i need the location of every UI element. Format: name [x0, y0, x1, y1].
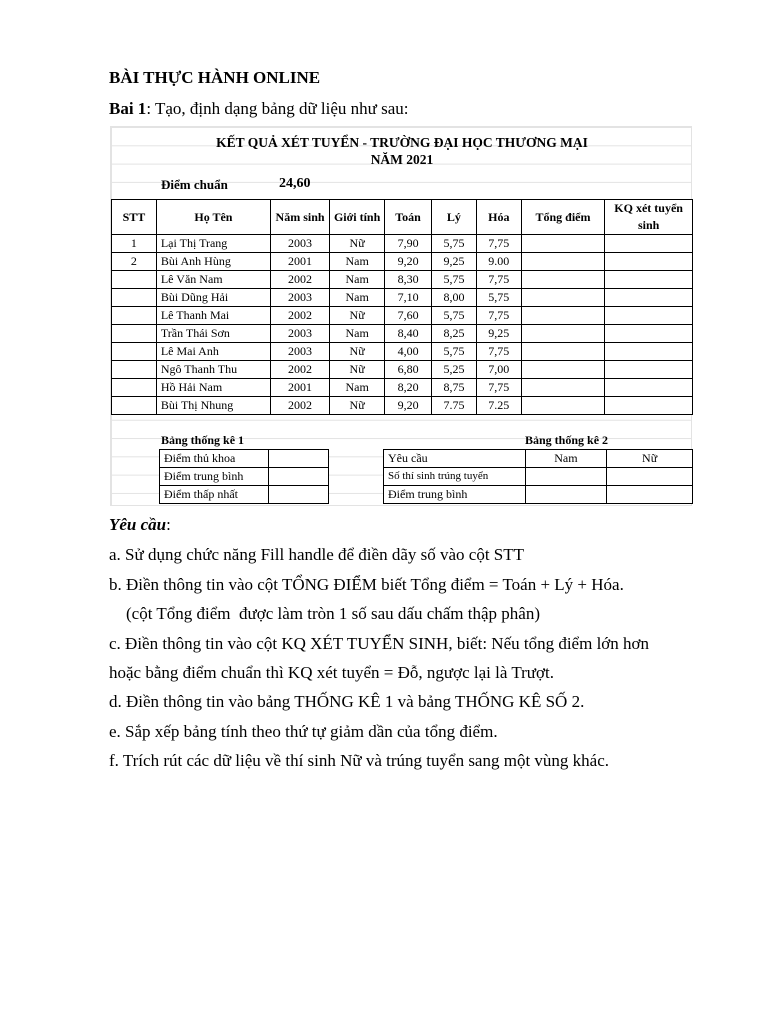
header-total: Tổng điểm	[521, 200, 605, 235]
table-row	[112, 253, 693, 271]
stat1-value	[269, 468, 329, 486]
cell-result	[605, 271, 693, 289]
cell-physics: 5,75	[432, 235, 477, 253]
cell-chemistry: 7,75	[476, 271, 521, 289]
cell-math: 6,80	[385, 361, 432, 379]
cell-result	[605, 307, 693, 325]
cell-physics: 8,25	[432, 325, 477, 343]
exercise-label: Bai 1	[109, 99, 147, 118]
cell-physics: 7.75	[432, 397, 477, 415]
cell-chemistry: 9,25	[476, 325, 521, 343]
cell-chemistry: 7,00	[476, 361, 521, 379]
cell-birth-year: 2003	[271, 343, 330, 361]
cell-chemistry: 7,75	[476, 235, 521, 253]
cell-math: 8,20	[385, 379, 432, 397]
stat1-row	[160, 450, 329, 468]
cell-name: Lại Thị Trang	[156, 235, 270, 253]
cell-math: 9,20	[385, 397, 432, 415]
requirement-a: a. Sử dụng chức năng Fill handle để điền dãy số vào cột STT	[109, 545, 525, 564]
stat2-header-row	[384, 450, 693, 468]
cell-name: Bùi Anh Hùng	[156, 253, 270, 271]
table-row	[112, 271, 693, 289]
header-name: Họ Tên	[156, 200, 270, 235]
cell-gender: Nữ	[330, 343, 385, 361]
table-row	[112, 343, 693, 361]
cell-total	[521, 307, 605, 325]
sheet-title-line2: NĂM 2021	[370, 152, 434, 167]
header-physics: Lý	[432, 200, 477, 235]
standard-score-label: Điểm chuẩn	[161, 177, 228, 192]
cell-physics: 5,75	[432, 343, 477, 361]
cell-gender: Nữ	[330, 397, 385, 415]
cell-stt	[112, 397, 157, 415]
cell-gender: Nam	[330, 325, 385, 343]
cell-total	[521, 397, 605, 415]
stat1-row	[160, 486, 329, 504]
cell-result	[605, 397, 693, 415]
stat2-value	[525, 486, 607, 504]
exercise-intro	[109, 99, 409, 119]
cell-name: Lê Thanh Mai	[156, 307, 270, 325]
cell-result	[605, 253, 693, 271]
table-row	[112, 379, 693, 397]
cell-stt	[112, 289, 157, 307]
stat2-header-male: Nam	[525, 450, 607, 468]
stat2-header-female: Nữ	[607, 450, 693, 468]
cell-gender: Nữ	[330, 361, 385, 379]
cell-result	[605, 325, 693, 343]
requirement-c-cont: hoặc bằng điểm chuẩn thì KQ xét tuyển = Đỗ, ngược lại là Trượt.	[109, 663, 554, 682]
stat2-table	[383, 449, 693, 504]
header-math: Toán	[385, 200, 432, 235]
table-row	[112, 235, 693, 253]
header-stt: STT	[112, 200, 157, 235]
header-result: KQ xét tuyển sinh	[605, 200, 693, 235]
results-header-row	[112, 200, 693, 235]
stat1-title: Bảng thống kê 1	[161, 433, 245, 447]
cell-gender: Nữ	[330, 235, 385, 253]
cell-total	[521, 379, 605, 397]
stat2-label: Điểm trung bình	[384, 486, 526, 504]
cell-stt	[112, 271, 157, 289]
cell-total	[521, 289, 605, 307]
standard-score-value: 24,60	[279, 176, 311, 191]
header-birth-year: Năm sinh	[271, 200, 330, 235]
stat2-title: Bảng thống kê 2	[525, 433, 609, 447]
table-row	[112, 289, 693, 307]
stat2-value	[525, 468, 607, 486]
cell-chemistry: 7,75	[476, 379, 521, 397]
cell-math: 9,20	[385, 253, 432, 271]
cell-birth-year: 2003	[271, 289, 330, 307]
cell-chemistry: 9.00	[476, 253, 521, 271]
header-gender: Giới tính	[330, 200, 385, 235]
stat1-table	[159, 449, 329, 504]
cell-total	[521, 253, 605, 271]
stat1-label: Điểm thấp nhất	[160, 486, 269, 504]
requirement-c: c. Điền thông tin vào cột KQ XÉT TUYỂN SINH, biết: Nếu tổng điểm lớn hơn	[109, 634, 650, 653]
table-row	[112, 307, 693, 325]
cell-birth-year: 2001	[271, 379, 330, 397]
cell-stt	[112, 361, 157, 379]
cell-total	[521, 325, 605, 343]
spreadsheet-image	[110, 126, 692, 506]
requirements-colon: :	[166, 515, 171, 534]
table-row	[112, 325, 693, 343]
stat2-value	[607, 468, 693, 486]
cell-result	[605, 343, 693, 361]
cell-gender: Nữ	[330, 307, 385, 325]
cell-result	[605, 289, 693, 307]
cell-math: 7,60	[385, 307, 432, 325]
cell-physics: 8,75	[432, 379, 477, 397]
stat1-label: Điểm thủ khoa	[160, 450, 269, 468]
cell-gender: Nam	[330, 253, 385, 271]
cell-math: 8,30	[385, 271, 432, 289]
stat1-value	[269, 486, 329, 504]
results-table	[111, 199, 693, 415]
cell-result	[605, 235, 693, 253]
cell-birth-year: 2001	[271, 253, 330, 271]
requirements-title-text: Yêu cầu	[109, 515, 167, 534]
requirement-d: d. Điền thông tin vào bảng THỐNG KÊ 1 và bảng THỐNG KÊ SỐ 2.	[109, 692, 585, 711]
cell-math: 8,40	[385, 325, 432, 343]
requirement-b-note: (cột Tổng điểm được làm tròn 1 số sau dấu chấm thập phân)	[109, 604, 540, 623]
sheet-title-line1: KẾT QUẢ XÉT TUYỂN - TRƯỜNG ĐẠI HỌC THƯƠNG MẠI	[216, 135, 588, 150]
stat1-row	[160, 468, 329, 486]
stat2-row	[384, 486, 693, 504]
cell-birth-year: 2002	[271, 397, 330, 415]
stat2-header-request: Yêu cầu	[384, 450, 526, 468]
cell-name: Trần Thái Sơn	[156, 325, 270, 343]
requirement-b: b. Điền thông tin vào cột TỔNG ĐIỂM biết Tổng điểm = Toán + Lý + Hóa.	[109, 575, 624, 594]
cell-math: 7,10	[385, 289, 432, 307]
cell-chemistry: 7,75	[476, 307, 521, 325]
cell-name: Ngô Thanh Thu	[156, 361, 270, 379]
cell-result	[605, 361, 693, 379]
stat2-row	[384, 468, 693, 486]
cell-physics: 5,75	[432, 307, 477, 325]
page-heading: BÀI THỰC HÀNH ONLINE	[109, 68, 321, 87]
cell-total	[521, 343, 605, 361]
cell-birth-year: 2003	[271, 325, 330, 343]
cell-stt: 1	[112, 235, 157, 253]
cell-total	[521, 271, 605, 289]
cell-math: 4,00	[385, 343, 432, 361]
cell-name: Hồ Hải Nam	[156, 379, 270, 397]
cell-physics: 9,25	[432, 253, 477, 271]
requirement-f: f. Trích rút các dữ liệu về thí sinh Nữ và trúng tuyển sang một vùng khác.	[109, 751, 610, 770]
exercise-text: : Tạo, định dạng bảng dữ liệu như sau:	[146, 99, 409, 118]
cell-chemistry: 7.25	[476, 397, 521, 415]
cell-gender: Nam	[330, 289, 385, 307]
cell-birth-year: 2003	[271, 235, 330, 253]
cell-birth-year: 2002	[271, 271, 330, 289]
cell-stt	[112, 325, 157, 343]
cell-stt	[112, 379, 157, 397]
cell-chemistry: 7,75	[476, 343, 521, 361]
cell-name: Lê Văn Nam	[156, 271, 270, 289]
cell-birth-year: 2002	[271, 361, 330, 379]
cell-stt: 2	[112, 253, 157, 271]
cell-total	[521, 235, 605, 253]
cell-name: Lê Mai Anh	[156, 343, 270, 361]
cell-stt	[112, 307, 157, 325]
stat2-value	[607, 486, 693, 504]
cell-birth-year: 2002	[271, 307, 330, 325]
table-row	[112, 361, 693, 379]
stat1-value	[269, 450, 329, 468]
cell-gender: Nam	[330, 379, 385, 397]
cell-name: Bùi Dũng Hải	[156, 289, 270, 307]
cell-name: Bùi Thị Nhung	[156, 397, 270, 415]
cell-physics: 5,25	[432, 361, 477, 379]
cell-math: 7,90	[385, 235, 432, 253]
requirement-e: e. Sắp xếp bảng tính theo thứ tự giảm dần của tổng điểm.	[109, 722, 498, 741]
cell-physics: 5,75	[432, 271, 477, 289]
cell-chemistry: 5,75	[476, 289, 521, 307]
cell-physics: 8,00	[432, 289, 477, 307]
table-row	[112, 397, 693, 415]
cell-stt	[112, 343, 157, 361]
cell-total	[521, 361, 605, 379]
stat2-label: Số thí sinh trúng tuyển	[384, 468, 526, 486]
stat1-label: Điểm trung bình	[160, 468, 269, 486]
requirements-title	[109, 515, 171, 535]
cell-result	[605, 379, 693, 397]
cell-gender: Nam	[330, 271, 385, 289]
header-chemistry: Hóa	[476, 200, 521, 235]
